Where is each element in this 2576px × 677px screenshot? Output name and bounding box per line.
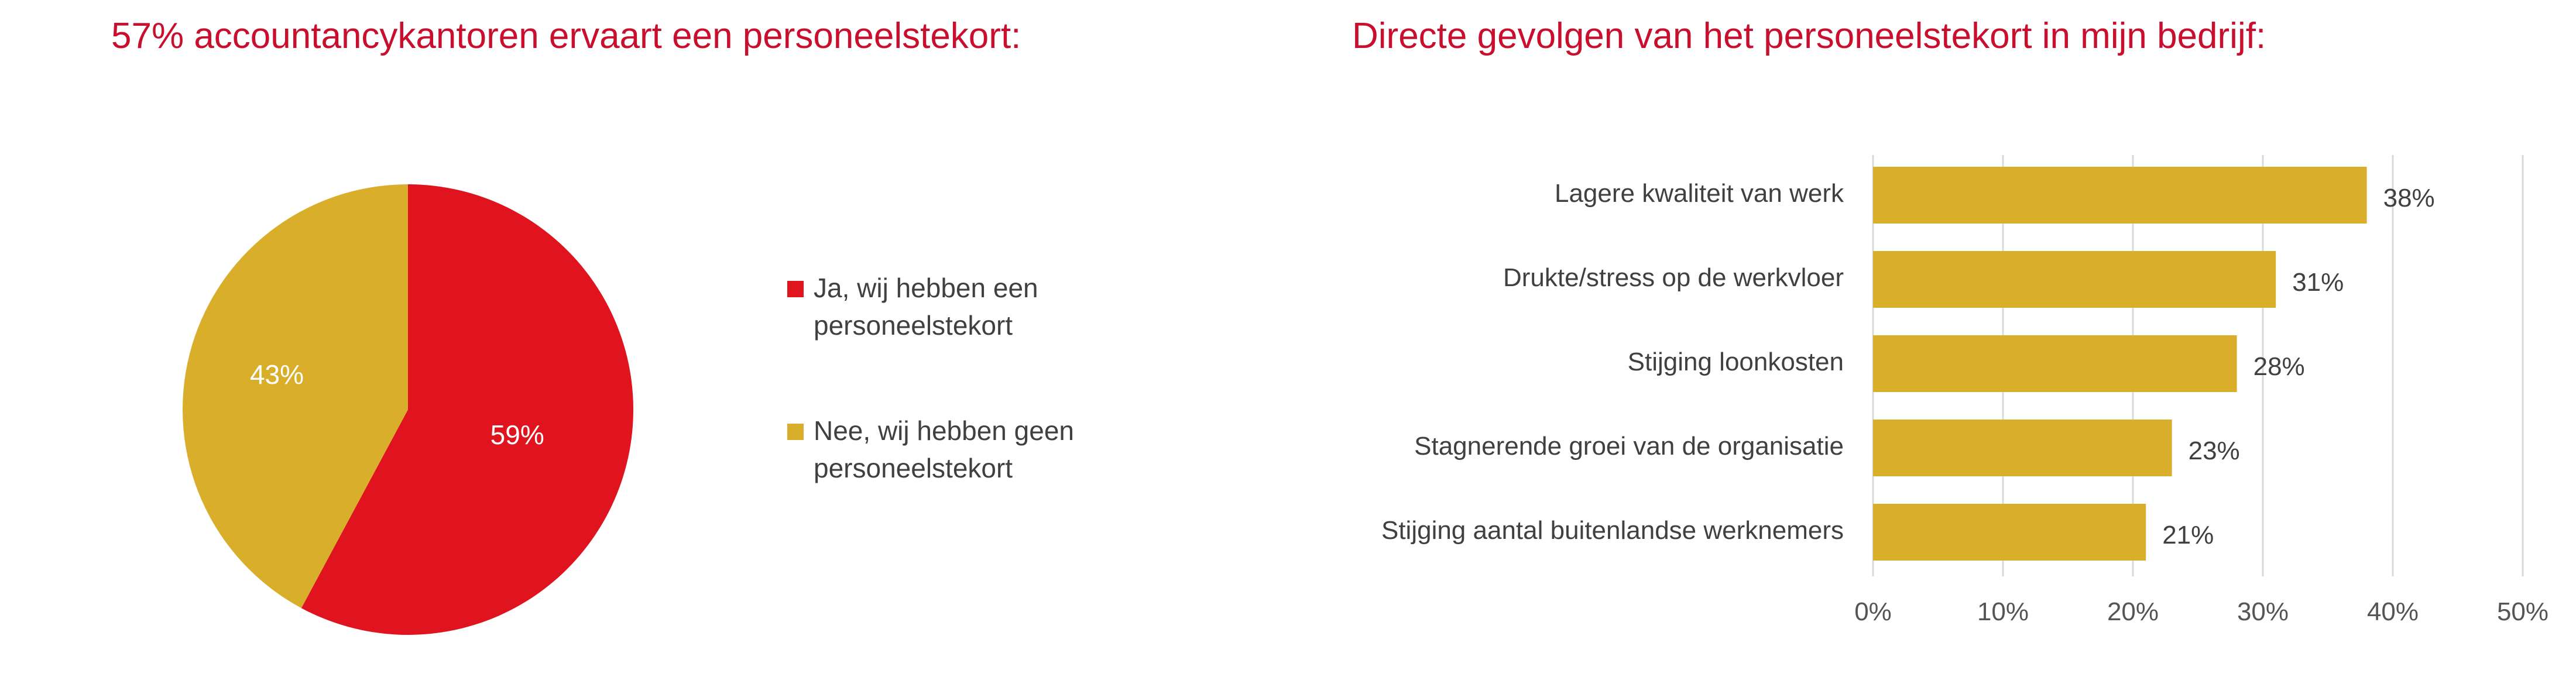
category-label: Stijging aantal buitenlandse werknemers bbox=[1381, 516, 1844, 545]
legend-swatch-nee bbox=[787, 424, 804, 440]
x-tick-label: 0% bbox=[1854, 597, 1892, 626]
legend-label-nee: Nee, wij hebben geen personeelstekort bbox=[814, 415, 1074, 483]
bar-value-label: 28% bbox=[2253, 352, 2305, 382]
bar-value-label: 23% bbox=[2188, 437, 2240, 466]
bar-chart-title: Directe gevolgen van het personeelstekort in mijn bedrijf: bbox=[1352, 16, 2266, 56]
x-tick-label: 40% bbox=[2366, 597, 2419, 626]
pie-value-label: 59% bbox=[490, 420, 544, 451]
x-tick-label: 10% bbox=[1977, 597, 2029, 626]
bar-chart bbox=[1381, 155, 2548, 626]
category-label: Lagere kwaliteit van werk bbox=[1554, 179, 1844, 208]
bar-value-label: 31% bbox=[2292, 268, 2344, 297]
bar bbox=[1873, 420, 2172, 476]
legend-item-nee bbox=[787, 412, 1197, 487]
legend-label-ja: Ja, wij hebben een personeelstekort bbox=[814, 273, 1038, 341]
legend-swatch-ja bbox=[787, 281, 804, 297]
pie-chart bbox=[183, 184, 633, 635]
pie-value-label: 43% bbox=[249, 359, 304, 390]
bar bbox=[1873, 335, 2237, 392]
legend-item-ja bbox=[787, 269, 1197, 344]
category-label: Drukte/stress op de werkvloer bbox=[1503, 263, 1844, 293]
bar bbox=[1873, 251, 2276, 308]
bar bbox=[1873, 167, 2367, 224]
x-tick-label: 30% bbox=[2237, 597, 2289, 626]
x-tick-label: 20% bbox=[2107, 597, 2159, 626]
pie-legend bbox=[787, 269, 1197, 487]
x-tick-label: 50% bbox=[2496, 597, 2549, 626]
bar-value-label: 21% bbox=[2162, 521, 2214, 550]
category-label: Stagnerende groei van de organisatie bbox=[1414, 432, 1844, 461]
pie-chart-title: 57% accountancykantoren ervaart een personeelstekort: bbox=[111, 16, 1021, 56]
bar bbox=[1873, 504, 2146, 561]
category-label: Stijging loonkosten bbox=[1627, 348, 1844, 377]
bar-value-label: 38% bbox=[2383, 184, 2435, 213]
